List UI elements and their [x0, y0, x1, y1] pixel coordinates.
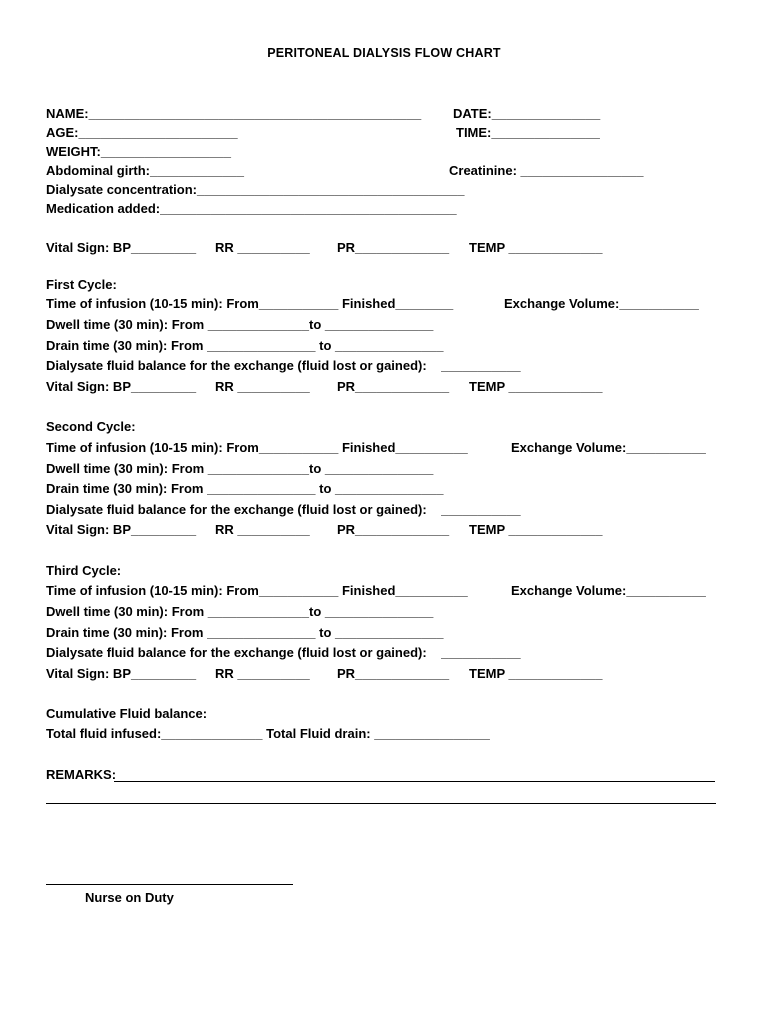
- drain-time-field[interactable]: Drain time (30 min): From _______________ to _______________: [46, 625, 444, 640]
- dwell-time-field[interactable]: Dwell time (30 min): From ______________to _______________: [46, 604, 434, 619]
- signature-line[interactable]: [46, 884, 293, 885]
- medication-added-field[interactable]: Medication added:_________________________________________: [46, 201, 457, 216]
- exchange-volume-field[interactable]: Exchange Volume:___________: [504, 296, 699, 311]
- drain-time-field[interactable]: Drain time (30 min): From _______________ to _______________: [46, 481, 444, 496]
- vital-sign-pr-field[interactable]: PR_____________: [337, 522, 450, 537]
- weight-field[interactable]: WEIGHT:__________________: [46, 144, 232, 159]
- vital-sign-rr-field[interactable]: RR __________: [215, 522, 310, 537]
- creatinine-field[interactable]: Creatinine: _________________: [449, 163, 644, 178]
- vital-sign-rr-field[interactable]: RR __________: [215, 240, 310, 255]
- vital-sign-pr-field[interactable]: PR_____________: [337, 666, 450, 681]
- cumulative-heading: Cumulative Fluid balance:: [46, 706, 208, 721]
- vital-sign-bp-field[interactable]: Vital Sign: BP_________: [46, 666, 197, 681]
- cycle-heading: Third Cycle:: [46, 563, 122, 578]
- time-field[interactable]: TIME:_______________: [456, 125, 600, 140]
- vital-sign-bp-field[interactable]: Vital Sign: BP_________: [46, 240, 197, 255]
- exchange-volume-field[interactable]: Exchange Volume:___________: [511, 583, 706, 598]
- abdominal-girth-field[interactable]: Abdominal girth:_____________: [46, 163, 244, 178]
- fluid-balance-field[interactable]: Dialysate fluid balance for the exchange (fluid lost or gained): ___________: [46, 358, 521, 373]
- exchange-volume-field[interactable]: Exchange Volume:___________: [511, 440, 706, 455]
- dialysate-concentration-field[interactable]: Dialysate concentration:_____________________________________: [46, 182, 465, 197]
- vital-sign-pr-field[interactable]: PR_____________: [337, 240, 450, 255]
- signature-label: Nurse on Duty: [85, 890, 174, 905]
- infusion-time-field[interactable]: Time of infusion (10-15 min): From___________ Finished__________: [46, 440, 468, 455]
- fluid-balance-field[interactable]: Dialysate fluid balance for the exchange (fluid lost or gained): ___________: [46, 502, 521, 517]
- remarks-label: REMARKS:: [46, 767, 117, 782]
- vital-sign-rr-field[interactable]: RR __________: [215, 379, 310, 394]
- dwell-time-field[interactable]: Dwell time (30 min): From ______________to _______________: [46, 317, 434, 332]
- form-title: PERITONEAL DIALYSIS FLOW CHART: [267, 46, 501, 60]
- cycle-heading: Second Cycle:: [46, 419, 136, 434]
- drain-time-field[interactable]: Drain time (30 min): From _______________ to _______________: [46, 338, 444, 353]
- total-fluid-field[interactable]: Total fluid infused:______________ Total Fluid drain: ________________: [46, 726, 490, 741]
- date-field[interactable]: DATE:_______________: [453, 106, 601, 121]
- vital-sign-temp-field[interactable]: TEMP _____________: [469, 240, 603, 255]
- age-field[interactable]: AGE:______________________: [46, 125, 238, 140]
- vital-sign-bp-field[interactable]: Vital Sign: BP_________: [46, 522, 197, 537]
- vital-sign-bp-field[interactable]: Vital Sign: BP_________: [46, 379, 197, 394]
- name-field[interactable]: NAME:______________________________________________: [46, 106, 422, 121]
- infusion-time-field[interactable]: Time of infusion (10-15 min): From___________ Finished________: [46, 296, 454, 311]
- vital-sign-temp-field[interactable]: TEMP _____________: [469, 379, 603, 394]
- fluid-balance-field[interactable]: Dialysate fluid balance for the exchange (fluid lost or gained): ___________: [46, 645, 521, 660]
- remarks-line[interactable]: [46, 803, 716, 804]
- vital-sign-pr-field[interactable]: PR_____________: [337, 379, 450, 394]
- remarks-line[interactable]: [114, 781, 715, 782]
- cycle-heading: First Cycle:: [46, 277, 117, 292]
- vital-sign-rr-field[interactable]: RR __________: [215, 666, 310, 681]
- vital-sign-temp-field[interactable]: TEMP _____________: [469, 666, 603, 681]
- infusion-time-field[interactable]: Time of infusion (10-15 min): From___________ Finished__________: [46, 583, 468, 598]
- vital-sign-temp-field[interactable]: TEMP _____________: [469, 522, 603, 537]
- dwell-time-field[interactable]: Dwell time (30 min): From ______________to _______________: [46, 461, 434, 476]
